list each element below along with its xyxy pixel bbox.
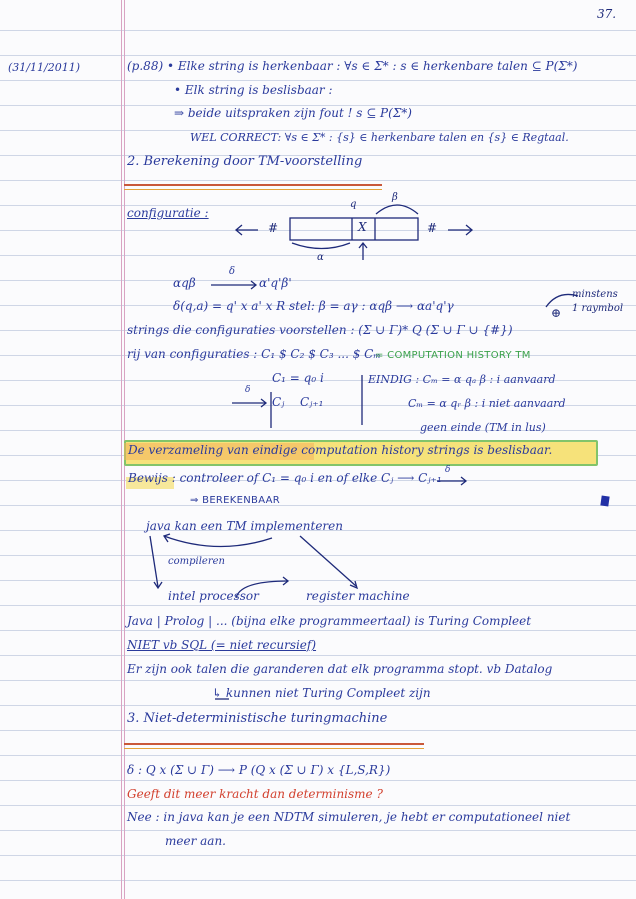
eindig-line: EINDIG : Cₘ = α qₐ β : i aanvaard	[368, 373, 556, 386]
tape-beta: β	[392, 192, 398, 203]
text-line: Er zijn ook talen die garanderen dat elk programma stopt. vb Datalog	[127, 662, 553, 676]
text-line: rij van configuraties : C₁ $ C₂ $ C₃ ... $ Cₘ	[127, 347, 381, 361]
section-heading: 2. Berekening door TM-voorstelling	[127, 154, 363, 169]
transition-delta: δ	[229, 266, 236, 277]
eindig-line: geen einde (TM in lus)	[420, 421, 546, 434]
section-divider	[124, 743, 424, 745]
text-line: Java | Prolog | ... (bijna elke programmeertaal) is Turing Compleet	[127, 614, 532, 628]
text-line: C₁ = q₀ i	[272, 371, 324, 385]
margin-note-plus: ⊕	[551, 306, 562, 320]
berekenbaar-label: ⇒ BEREKENBAAR	[190, 495, 281, 506]
tape-cell-x: X	[358, 220, 367, 234]
ink-mark	[600, 495, 609, 506]
text-line: (p.88) • Elke string is herkenbaar : ∀s ∈ Σ* : s ∈ herkenbare talen ⊆ P(Σ*)	[127, 59, 578, 73]
section-heading: 3. Niet-deterministische turingmachine	[127, 711, 388, 726]
question-line: Geeft dit meer kracht dan determinisme ?	[127, 787, 383, 801]
eindig-line: Cₘ = α qᵣ β : i niet aanvaard	[408, 397, 566, 410]
text-line: strings die configuraties voorstellen : (Σ ∪ Γ)* Q (Σ ∪ Γ ∪ {#})	[127, 323, 513, 337]
text-line: • Elk string is beslisbaar :	[174, 83, 333, 97]
text-line: meer aan.	[165, 834, 226, 848]
text-line: Bewijs : controleer of C₁ = q₀ i en of elke Cⱼ ⟶ Cⱼ₊₁	[128, 471, 442, 485]
text-line: Nee : in java kan je een NDTM simuleren, je hebt er computationeel niet	[127, 810, 571, 824]
text-line: δ : Q x (Σ ∪ Γ) ⟶ P (Q x (Σ ∪ Γ) x {L,S,R})	[127, 763, 391, 777]
delta-label: δ	[245, 385, 251, 395]
text-line: ⇒ beide uitspraken zijn fout ! s ⊆ P(Σ*)	[174, 106, 412, 120]
text-line: intel processor	[168, 589, 259, 603]
highlight-statement: De verzameling van eindige computation history strings is beslisbaar.	[128, 443, 553, 457]
tape-alpha: α	[317, 252, 324, 263]
section-divider	[124, 748, 424, 749]
text-line: Cⱼ₊₁	[300, 395, 324, 409]
text-line: ↳ kunnen niet Turing Compleet zijn	[212, 686, 431, 700]
configuratie-label: configuratie :	[127, 206, 209, 220]
transition-right: α'q'β'	[259, 276, 292, 290]
date-label: (31/11/2011)	[8, 61, 80, 74]
tape-state-q: q	[350, 199, 357, 210]
transition-left: αqβ	[173, 276, 196, 290]
tape-hash-right: #	[427, 221, 438, 235]
tape-hash-left: #	[268, 221, 279, 235]
text-line: java kan een TM implementeren	[146, 519, 343, 533]
computation-history-label: = COMPUTATION HISTORY TM	[375, 350, 531, 361]
compileren-label: compileren	[168, 556, 225, 567]
delta-label: δ	[445, 465, 451, 475]
text-line: NIET vb SQL (= niet recursief)	[127, 638, 317, 652]
margin-note: minstens	[572, 289, 618, 300]
text-line: register machine	[306, 589, 410, 603]
margin-note: 1 raymbol	[572, 303, 624, 314]
text-line: Cⱼ	[272, 395, 285, 409]
text-line: WEL CORRECT: ∀s ∈ Σ* : {s} ∈ herkenbare talen en {s} ∈ Regtaal.	[190, 131, 569, 144]
page-number: 37.	[597, 7, 617, 21]
text-line: δ(q,a) = q' x a' x R stel: β = aγ : αqβ ⟶ αa'q'γ	[173, 299, 454, 313]
